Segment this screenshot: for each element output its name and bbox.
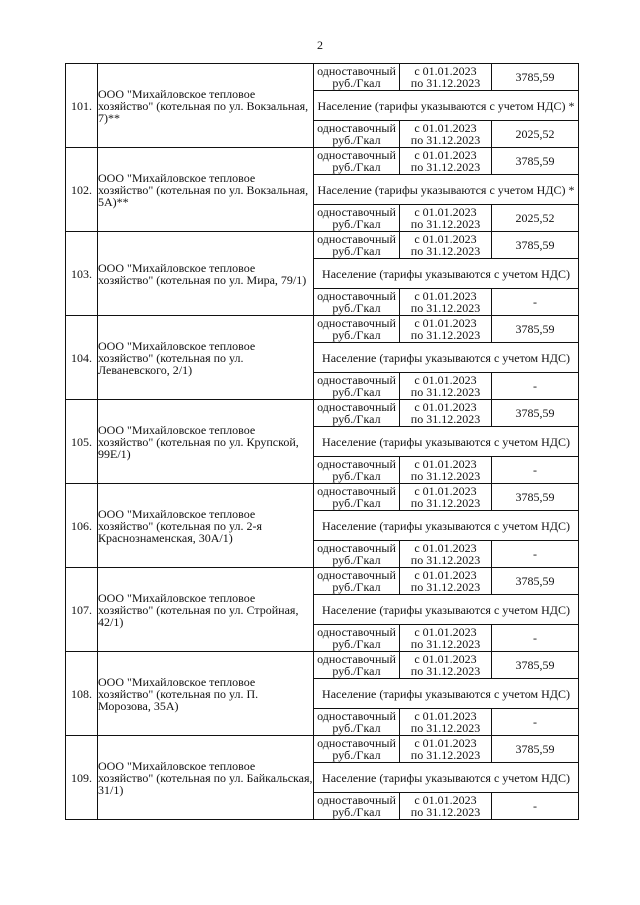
population-label: Население (тарифы указываются с учетом НДС) (314, 679, 579, 709)
population-tariff-value: - (492, 625, 579, 652)
tariff-type: одноставочный руб./Гкал (314, 484, 400, 511)
organization-name: ООО "Михайловское тепловое хозяйство" (котельная по ул. Байкальская, 31/1) (98, 736, 314, 820)
tariff-type: одноставочный руб./Гкал (314, 568, 400, 595)
tariff-type: одноставочный руб./Гкал (314, 373, 400, 400)
organization-name: ООО "Михайловское тепловое хозяйство" (котельная по ул. Стройная, 42/1) (98, 568, 314, 652)
tariff-type: одноставочный руб./Гкал (314, 625, 400, 652)
organization-name: ООО "Михайловское тепловое хозяйство" (котельная по ул. П. Морозова, 35А) (98, 652, 314, 736)
row-number: 103. (66, 232, 98, 316)
tariff-value: 3785,59 (492, 736, 579, 763)
tariff-period: с 01.01.2023 по 31.12.2023 (400, 121, 492, 148)
tariff-type: одноставочный руб./Гкал (314, 457, 400, 484)
organization-name: ООО "Михайловское тепловое хозяйство" (котельная по ул. Мира, 79/1) (98, 232, 314, 316)
tariff-period: с 01.01.2023 по 31.12.2023 (400, 148, 492, 175)
population-label: Население (тарифы указываются с учетом НДС) (314, 343, 579, 373)
table-row (66, 484, 579, 511)
tariff-period: с 01.01.2023 по 31.12.2023 (400, 541, 492, 568)
tariff-value: 3785,59 (492, 316, 579, 343)
population-label: Население (тарифы указываются с учетом НДС) * (314, 175, 579, 205)
table-row (66, 64, 579, 91)
tariff-period: с 01.01.2023 по 31.12.2023 (400, 373, 492, 400)
row-number: 102. (66, 148, 98, 232)
row-number: 101. (66, 64, 98, 148)
tariff-value: 3785,59 (492, 232, 579, 259)
tariff-type: одноставочный руб./Гкал (314, 64, 400, 91)
tariff-type: одноставочный руб./Гкал (314, 289, 400, 316)
population-label: Население (тарифы указываются с учетом НДС) * (314, 91, 579, 121)
row-number: 105. (66, 400, 98, 484)
tariff-type: одноставочный руб./Гкал (314, 205, 400, 232)
row-number: 106. (66, 484, 98, 568)
tariff-period: с 01.01.2023 по 31.12.2023 (400, 709, 492, 736)
population-tariff-value: 2025,52 (492, 121, 579, 148)
tariff-period: с 01.01.2023 по 31.12.2023 (400, 652, 492, 679)
tariff-period: с 01.01.2023 по 31.12.2023 (400, 736, 492, 763)
tariff-period: с 01.01.2023 по 31.12.2023 (400, 625, 492, 652)
table-row (66, 400, 579, 427)
population-label: Население (тарифы указываются с учетом НДС) (314, 511, 579, 541)
tariff-value: 3785,59 (492, 400, 579, 427)
table-row (66, 316, 579, 343)
population-tariff-value: - (492, 457, 579, 484)
organization-name: ООО "Михайловское тепловое хозяйство" (котельная по ул. 2-я Краснознаменская, 30А/1) (98, 484, 314, 568)
population-tariff-value: - (492, 373, 579, 400)
row-number: 104. (66, 316, 98, 400)
table-row (66, 232, 579, 259)
tariff-type: одноставочный руб./Гкал (314, 316, 400, 343)
organization-name: ООО "Михайловское тепловое хозяйство" (котельная по ул. Вокзальная, 7)** (98, 64, 314, 148)
tariff-type: одноставочный руб./Гкал (314, 652, 400, 679)
tariff-period: с 01.01.2023 по 31.12.2023 (400, 400, 492, 427)
organization-name: ООО "Михайловское тепловое хозяйство" (котельная по ул. Леваневского, 2/1) (98, 316, 314, 400)
population-tariff-value: - (492, 289, 579, 316)
row-number: 108. (66, 652, 98, 736)
organization-name: ООО "Михайловское тепловое хозяйство" (котельная по ул. Крупской, 99Е/1) (98, 400, 314, 484)
tariff-type: одноставочный руб./Гкал (314, 736, 400, 763)
tariff-period: с 01.01.2023 по 31.12.2023 (400, 793, 492, 820)
population-tariff-value: - (492, 709, 579, 736)
tariff-period: с 01.01.2023 по 31.12.2023 (400, 289, 492, 316)
tariff-period: с 01.01.2023 по 31.12.2023 (400, 64, 492, 91)
tariff-value: 3785,59 (492, 64, 579, 91)
tariff-type: одноставочный руб./Гкал (314, 541, 400, 568)
population-label: Население (тарифы указываются с учетом НДС) (314, 427, 579, 457)
population-tariff-value: - (492, 793, 579, 820)
page-number: 2 (317, 38, 323, 52)
table-row (66, 736, 579, 763)
tariff-type: одноставочный руб./Гкал (314, 400, 400, 427)
tariff-value: 3785,59 (492, 148, 579, 175)
row-number: 109. (66, 736, 98, 820)
table-row (66, 148, 579, 175)
tariff-period: с 01.01.2023 по 31.12.2023 (400, 568, 492, 595)
tariff-type: одноставочный руб./Гкал (314, 793, 400, 820)
table-row (66, 568, 579, 595)
tariff-table (65, 63, 579, 820)
population-label: Население (тарифы указываются с учетом НДС) (314, 595, 579, 625)
population-tariff-value: 2025,52 (492, 205, 579, 232)
tariff-period: с 01.01.2023 по 31.12.2023 (400, 316, 492, 343)
population-tariff-value: - (492, 541, 579, 568)
tariff-type: одноставочный руб./Гкал (314, 121, 400, 148)
organization-name: ООО "Михайловское тепловое хозяйство" (котельная по ул. Вокзальная, 5А)** (98, 148, 314, 232)
population-label: Население (тарифы указываются с учетом НДС) (314, 259, 579, 289)
tariff-period: с 01.01.2023 по 31.12.2023 (400, 457, 492, 484)
tariff-value: 3785,59 (492, 652, 579, 679)
tariff-period: с 01.01.2023 по 31.12.2023 (400, 232, 492, 259)
tariff-period: с 01.01.2023 по 31.12.2023 (400, 484, 492, 511)
row-number: 107. (66, 568, 98, 652)
tariff-period: с 01.01.2023 по 31.12.2023 (400, 205, 492, 232)
table-row (66, 652, 579, 679)
tariff-value: 3785,59 (492, 484, 579, 511)
tariff-type: одноставочный руб./Гкал (314, 709, 400, 736)
tariff-value: 3785,59 (492, 568, 579, 595)
tariff-type: одноставочный руб./Гкал (314, 232, 400, 259)
population-label: Население (тарифы указываются с учетом НДС) (314, 763, 579, 793)
tariff-type: одноставочный руб./Гкал (314, 148, 400, 175)
